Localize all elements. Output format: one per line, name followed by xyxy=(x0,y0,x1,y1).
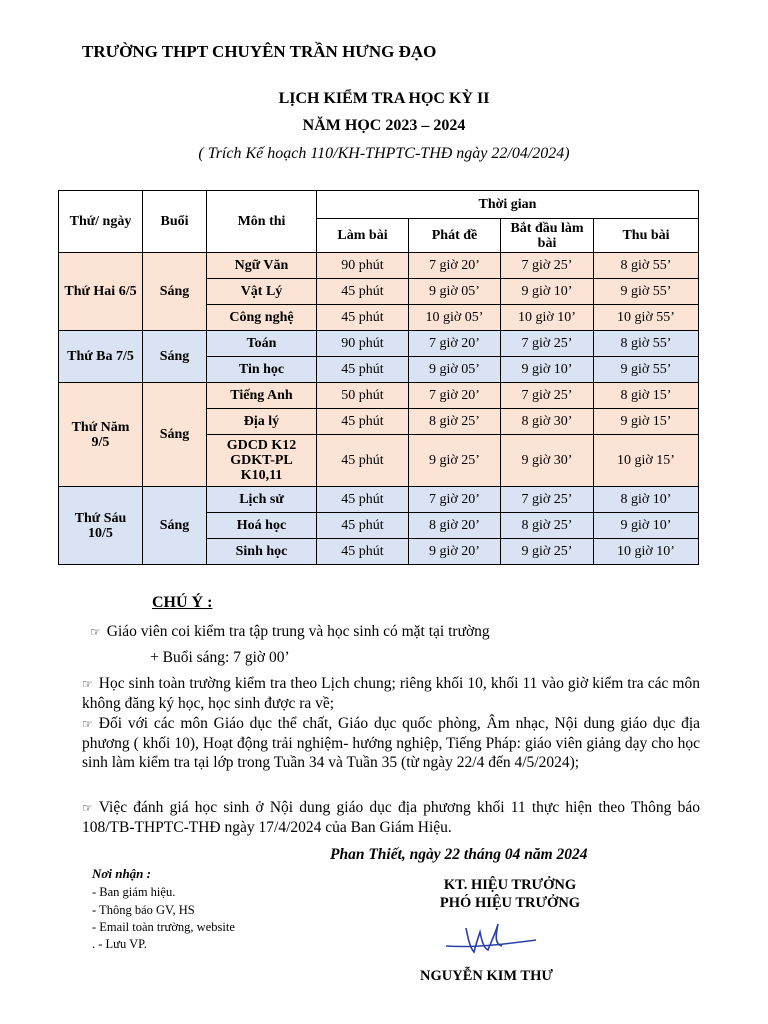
hand-pointing-right-icon: ☞ xyxy=(82,717,93,731)
distribute-cell: 7 giờ 20’ xyxy=(409,383,501,409)
session-cell: Sáng xyxy=(143,487,207,565)
note-text: Việc đánh giá học sinh ở Nội dung giáo dục địa phương khối 11 thực hiện theo Thông báo 108/TB-THPTC-THĐ ngày 17/4/2024 của Ban Giám Hiệu. xyxy=(82,799,700,836)
table-row xyxy=(59,253,699,279)
recipient-item: - Ban giám hiệu. xyxy=(92,885,176,899)
signer-name: NGUYỄN KIM THƯ xyxy=(420,968,553,984)
subject-cell: Tin học xyxy=(207,357,317,383)
collect-cell: 8 giờ 15’ xyxy=(594,383,699,409)
duration-cell: 45 phút xyxy=(317,357,409,383)
distribute-cell: 7 giờ 20’ xyxy=(409,253,501,279)
start-cell: 8 giờ 25’ xyxy=(501,513,594,539)
distribute-cell: 9 giờ 05’ xyxy=(409,357,501,383)
header-time: Thời gian xyxy=(317,191,699,219)
exam-schedule-body xyxy=(59,253,699,565)
note-subitem: + Buổi sáng: 7 giờ 00’ xyxy=(150,649,290,666)
notes-title: CHÚ Ý : xyxy=(152,594,213,611)
table-row xyxy=(59,487,699,513)
recipients-title: Nơi nhận : xyxy=(92,866,151,881)
hand-pointing-right-icon: ☞ xyxy=(82,801,93,815)
collect-cell: 10 giờ 55’ xyxy=(594,305,699,331)
subject-cell: Địa lý xyxy=(207,409,317,435)
distribute-cell: 9 giờ 20’ xyxy=(409,539,501,565)
table-row xyxy=(59,383,699,409)
note-item xyxy=(82,714,700,772)
exam-schedule-table xyxy=(58,190,699,565)
duration-cell: 45 phút xyxy=(317,305,409,331)
sign-title-1: KT. HIỆU TRƯỞNG xyxy=(443,877,577,893)
distribute-cell: 7 giờ 20’ xyxy=(409,487,501,513)
duration-cell: 50 phút xyxy=(317,383,409,409)
document-subtitle: ( Trích Kế hoạch 110/KH-THPTC-THĐ ngày 22/04/2024) xyxy=(198,145,570,162)
collect-cell: 9 giờ 55’ xyxy=(594,357,699,383)
distribute-cell: 9 giờ 05’ xyxy=(409,279,501,305)
collect-cell: 8 giờ 55’ xyxy=(594,253,699,279)
header-duration: Làm bài xyxy=(317,219,409,253)
recipient-item: - Email toàn trường, website xyxy=(92,920,235,934)
header-distribute: Phát đề xyxy=(409,219,501,253)
start-cell: 9 giờ 10’ xyxy=(501,279,594,305)
header-subject: Môn thi xyxy=(207,191,317,253)
day-cell: Thứ Sáu 10/5 xyxy=(59,487,143,565)
session-cell: Sáng xyxy=(143,383,207,487)
subject-cell: Ngữ Văn xyxy=(207,253,317,279)
duration-cell: 45 phút xyxy=(317,435,409,487)
duration-cell: 45 phút xyxy=(317,409,409,435)
subject-cell: Hoá học xyxy=(207,513,317,539)
subject-cell: Vật Lý xyxy=(207,279,317,305)
recipient-item: - Thông báo GV, HS xyxy=(92,903,195,917)
note-text: Học sinh toàn trường kiểm tra theo Lịch chung; riêng khối 10, khối 11 vào giờ kiểm tra các môn không đăng ký học, học sinh được ra về; xyxy=(82,675,700,712)
subject-cell: Sinh học xyxy=(207,539,317,565)
distribute-cell: 8 giờ 20’ xyxy=(409,513,501,539)
subject-cell: Tiếng Anh xyxy=(207,383,317,409)
duration-cell: 45 phút xyxy=(317,279,409,305)
subject-cell: Lịch sử xyxy=(207,487,317,513)
start-cell: 7 giờ 25’ xyxy=(501,331,594,357)
recipient-item: . - Lưu VP. xyxy=(92,937,147,951)
start-cell: 10 giờ 10’ xyxy=(501,305,594,331)
header-start: Bắt đầu làm bài xyxy=(501,219,594,253)
day-cell: Thứ Ba 7/5 xyxy=(59,331,143,383)
collect-cell: 9 giờ 10’ xyxy=(594,513,699,539)
header-collect: Thu bài xyxy=(594,219,699,253)
subject-cell: Toán xyxy=(207,331,317,357)
start-cell: 7 giờ 25’ xyxy=(501,487,594,513)
distribute-cell: 10 giờ 05’ xyxy=(409,305,501,331)
duration-cell: 45 phút xyxy=(317,513,409,539)
distribute-cell: 7 giờ 20’ xyxy=(409,331,501,357)
document-title: LỊCH KIỂM TRA HỌC KỲ II xyxy=(278,90,490,107)
session-cell: Sáng xyxy=(143,331,207,383)
collect-cell: 10 giờ 15’ xyxy=(594,435,699,487)
school-year: NĂM HỌC 2023 – 2024 xyxy=(302,117,466,134)
collect-cell: 9 giờ 55’ xyxy=(594,279,699,305)
start-cell: 9 giờ 25’ xyxy=(501,539,594,565)
sign-title-2: PHÓ HIỆU TRƯỞNG xyxy=(439,895,581,911)
duration-cell: 90 phút xyxy=(317,331,409,357)
day-cell: Thứ Hai 6/5 xyxy=(59,253,143,331)
collect-cell: 10 giờ 10’ xyxy=(594,539,699,565)
school-name: TRƯỜNG THPT CHUYÊN TRẦN HƯNG ĐẠO xyxy=(82,42,437,61)
collect-cell: 8 giờ 10’ xyxy=(594,487,699,513)
duration-cell: 90 phút xyxy=(317,253,409,279)
duration-cell: 45 phút xyxy=(317,487,409,513)
session-cell: Sáng xyxy=(143,253,207,331)
signature xyxy=(436,918,546,963)
header-day: Thứ/ ngày xyxy=(59,191,143,253)
hand-pointing-right-icon: ☞ xyxy=(90,625,101,639)
note-item xyxy=(90,622,690,642)
hand-pointing-right-icon: ☞ xyxy=(82,677,93,691)
start-cell: 9 giờ 30’ xyxy=(501,435,594,487)
start-cell: 9 giờ 10’ xyxy=(501,357,594,383)
issue-date: Phan Thiết, ngày 22 tháng 04 năm 2024 xyxy=(330,846,588,863)
subject-cell: GDCD K12 GDKT-PL K10,11 xyxy=(207,435,317,487)
collect-cell: 9 giờ 15’ xyxy=(594,409,699,435)
distribute-cell: 8 giờ 25’ xyxy=(409,409,501,435)
start-cell: 8 giờ 30’ xyxy=(501,409,594,435)
header-session: Buổi xyxy=(143,191,207,253)
start-cell: 7 giờ 25’ xyxy=(501,383,594,409)
collect-cell: 8 giờ 55’ xyxy=(594,331,699,357)
duration-cell: 45 phút xyxy=(317,539,409,565)
start-cell: 7 giờ 25’ xyxy=(501,253,594,279)
subject-cell: Công nghệ xyxy=(207,305,317,331)
distribute-cell: 9 giờ 25’ xyxy=(409,435,501,487)
note-item xyxy=(82,674,700,713)
note-text: Giáo viên coi kiểm tra tập trung và học sinh có mặt tại trường xyxy=(106,623,490,640)
note-item xyxy=(82,798,700,837)
note-text: Đối với các môn Giáo dục thể chất, Giáo dục quốc phòng, Âm nhạc, Nội dung giáo dục địa phương ( khối 10), Hoạt động trải nghiệm- hướng nghiệp, Tiếng Pháp: giáo viên giảng dạy cho học sinh làm kiểm tra tại lớp trong Tuần 34 và Tuần 35 (từ ngày 22/4 đến 4/5/2024); xyxy=(82,715,700,771)
table-row xyxy=(59,331,699,357)
day-cell: Thứ Năm 9/5 xyxy=(59,383,143,487)
